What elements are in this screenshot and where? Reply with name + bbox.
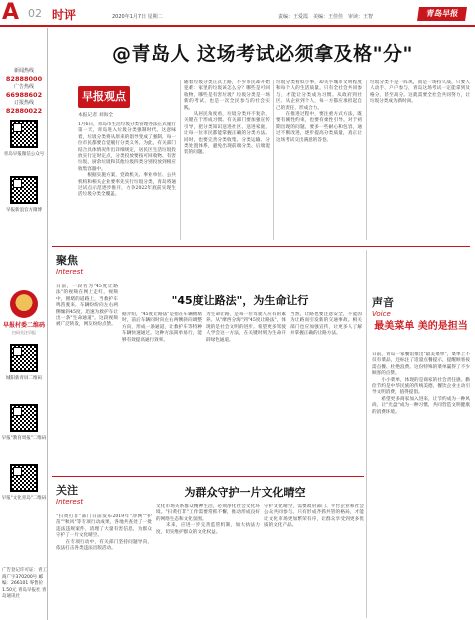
voice-label [372,294,394,318]
hotline-label: 订报热线 [13,100,34,106]
lead-column-4: 垃圾分类不是一阵风，而是一场持久战。只要人人动手、户户参与，青岛这场考试一定能拿到及格分，甚至高分。这就需要全社会共同努力，让垃圾分类成为新时尚。 [370,80,470,105]
lead-column-3: 垃圾分类看似小事，却关乎城市文明程度和每个人的生活质量。只有全社会共同参与，才能让分类成为习惯。从政府到社区、从企业到个人，每一方都应承担起自己的责任，形成合力。 在推进过程中，要注重方式方法，既要有刚性约束，也要有柔性引导。对于初期出现的问题，要多一些耐心和包容，通过不断改进，逐步提高分类质量，真正让这场考试交出满意的答卷。 [276,80,362,143]
focus-title: "45度让路法"，为生命让行 [171,294,309,307]
hotline-list [0,68,48,116]
qr-caption: 青岛早报微信公众号 [3,152,45,157]
kicker-badge: 早报观点 [78,86,130,108]
qr-caption: 早报"教育周报"二维码 [1,436,47,441]
hotline-number: 82888000 [5,75,43,83]
hotline-number: 66988602 [5,91,43,99]
focus-column-2: 据介绍，"45度让路法"是指在车辆拥堵时，前后车辆同时向左右两侧斜向调整方向，形成一条通道，让救护车等特种车辆快速通过。这种方法简单易行，能够有效提高通行效率。 [122,312,202,343]
mascot-title: 早报村委二维码 [2,322,45,329]
focus-column-1: 日前，一段名为"45度让路法"的视频在网上走红，视频中，拥堵的道路上，当救护车鸣笛驶来，车辆纷纷向左右两侧倾斜45度，迅速为救护车让出一条"生命通道"。这段视频被广泛转发，网友纷纷点赞。 [56,284,118,328]
page-headline: @青岛人 这场考试必须拿及格"分" [112,43,413,65]
qr-caption: 早报"文化青岛"二维码 [1,496,47,501]
qr-code-icon [10,120,38,148]
focus-label [56,252,83,276]
section-divider [52,476,364,477]
mascot-subtitle: 扫码关注早报 [12,330,36,335]
page-letter: A [2,0,20,25]
hotline-label: 广告热线 [13,84,34,90]
mascot-icon [10,290,38,318]
lead-column-2: 随着垃圾分类正式上路，不少市民却开始犯难：家里的垃圾该怎么分？哪些是可回收物，哪些是有害垃圾？垃圾分类是一场新的考试，也是一次全民参与的社会实践。 从居民角度看，垃圾分类并不复杂，关键在于形成习惯。有关部门要加强宣传引导，把分类知识送进社区、送进家庭，让每一位市民都能掌握正确的分类方法。同时，也要完善分类收集、分类运输、分类处置体系，避免出现前端分类、后端混装的问题。 [184,80,270,156]
hotline-number: 82880022 [5,107,43,115]
masthead-divider [0,25,475,27]
voice-label-en: Voice [372,310,391,318]
qr-caption: 城阳新青屏二维码 [6,376,42,381]
voice-title: 最美菜单 美的是担当 [374,321,468,332]
focus-column-3: 为生命让路，是每一位驾驶人应有的素养。从"摩西分海"到"45度让路法"，体现的是社会文明的进步。希望更多驾驶人学会这一方法，在关键时刻为生命开辟绿色通道。 [206,312,286,343]
qr-code-icon [10,176,38,204]
concern-label [56,482,83,506]
concern-column-3: 守护文化晴空，需要政府部门、平台企业和社会公众共同参与。只有形成齐抓共管的格局，才能让文化市场更加繁荣有序，让群众享受到更多优质的文化产品。 [264,504,364,529]
masthead [0,0,475,26]
section-title: 时评 [52,8,77,22]
qr-code-icon [10,344,38,372]
voice-label-cn: 声音 [372,296,394,309]
qr-caption: 早报新浪官方微博 [6,208,42,213]
qr-code-icon [10,404,38,432]
issue-date: 2020年1月7日 星期二 [112,14,163,20]
page-number: 02 [28,7,42,20]
section-divider [52,246,470,247]
column-divider [273,80,274,240]
column-divider [366,250,367,618]
qr-code-icon [10,464,38,492]
focus-label-en: Interest [56,268,84,276]
mascot-caption [0,322,48,336]
staff-credits: 责编：王爱霞 美编：王佳佳 审读：王智 [278,14,374,20]
brand-logo: 青岛早报 [417,7,467,21]
focus-column-4: 当然，让路也要注意安全，不能因为让路而引发新的交通事故。相关部门也应加强宣传，让更多人了解并掌握正确的让路方法。 [290,312,362,337]
concern-column-2: 文化市场关系群众精神生活，必须净化社会文化环境。"扫黄打非"工作需要常抓不懈，推动形成良好的网络生态和文化氛围。 未来，应进一步完善监管机制，加大执法力度，切实维护群众的文化权益。 [156,504,260,535]
sidebar [0,28,48,620]
concern-label-cn: 关注 [56,484,78,497]
concern-column-1: "扫黄打非"部门日前发布2019年"净网""护苗""秋风"等专项行动成果，各地共查处了一批违法违规案件，清理了大量有害信息，为群众守护了一片文化晴空。 在专项行动中，有关部门坚持问题导向，依法打击各类违法出版活动。 [56,514,152,552]
concern-title: 为群众守护一片文化晴空 [184,486,306,499]
column-divider [180,80,181,240]
lead-column-1: 1月6日，青岛市生活垃圾分类管理办法正式施行第一天，青岛进入垃圾分类强制时代。这意味着，垃圾分类将从原来的倡导变成了强制，每一位市民都要自觉履行分类义务。为此，有关部门结合具体情况作出详细规定，居民区生活垃圾投放实行定时定点，分类投放要按可回收物、有害垃圾、厨余垃圾和其他垃圾四类分别投放到相应收集容器中。 根据实施方案，党政机关、事业单位、公共机构和相关企业要率先实行垃圾分类，青岛将通过试点示范逐步推开，力争2022年底前实现生活垃圾分类全覆盖。 [78,122,176,198]
focus-label-cn: 聚焦 [56,254,78,267]
hotline-label: 新闻热线 [13,68,34,74]
column-divider [366,80,367,240]
voice-body: 日前，青岛一家餐馆推出"最美菜单"，菜单上不仅有菜品，还标注了适量点餐提示，提醒顾客按需点餐、杜绝浪费。这份特殊的菜单赢得了不少顾客的点赞。 小小菜单，体现的是商家的社会责任感。勤俭节约是中华民族的传统美德，餐饮企业主动引导文明消费，值得提倡。 希望更多商家加入进来，让节约成为一种风尚，让"光盘"成为一种习惯，共同营造文明健康的消费环境。 [372,352,470,415]
byline: 本报记者 刘海全 [78,113,114,118]
concern-label-en: Interest [56,498,84,506]
publisher-info: 广告登记许可证：青工商广字370200号 邮编：266101 零售价 1.50元 青岛早报社 青岛通讯社 [2,568,47,599]
